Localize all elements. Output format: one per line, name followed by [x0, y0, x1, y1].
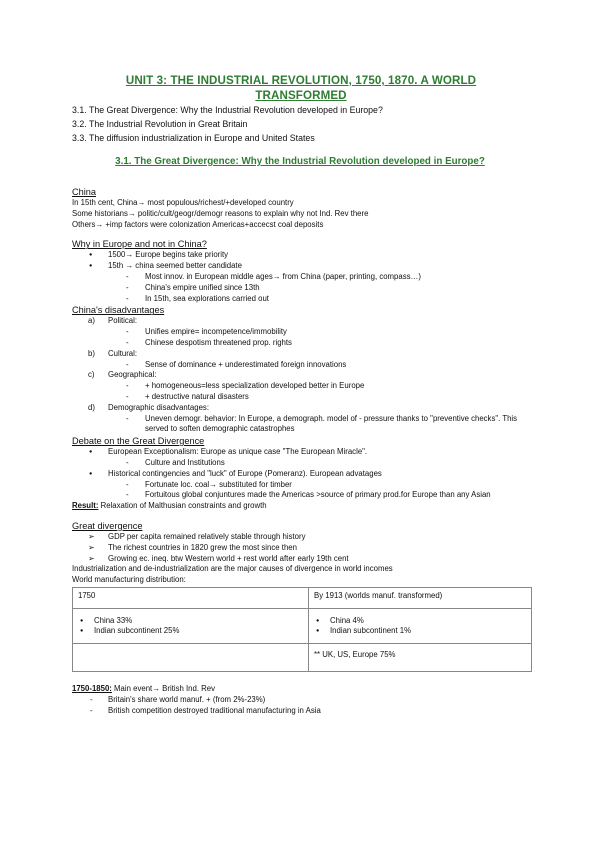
notes-body: [72, 186, 532, 716]
table-cell: [73, 608, 309, 643]
list-item: ● European Exceptionalism: Europe as unique case "The European Miracle".: [72, 447, 532, 458]
sub-list-item: - Fortunate loc. coal→ substituted for timber: [72, 480, 532, 491]
table-row: [73, 643, 532, 671]
period-label: 1750-1850:: [72, 683, 112, 693]
result-label: Result:: [72, 501, 99, 511]
divergence-line: Industrialization and de-industrialization are the major causes of divergence in world incomes: [72, 564, 393, 574]
item-label: Political:: [108, 316, 138, 326]
table-row: [73, 608, 532, 643]
unit-title-line-1: UNIT 3: THE INDUSTRIAL REVOLUTION, 1750, 1870. A WORLD: [125, 74, 477, 87]
table-cell: [309, 608, 532, 643]
result-text: Relaxation of Malthusian constraints and growth: [98, 501, 267, 511]
item-label: Demographic disadvantages:: [108, 402, 209, 412]
toc-item: 3.1. The Great Divergence: Why the Industrial Revolution developed in Europe?: [72, 105, 383, 115]
sub-list-item: - Most innov. in European middle ages→ from China (paper, printing, compass…): [72, 272, 532, 283]
sub-list-item: - Culture and Institutions: [72, 458, 532, 469]
sub-list-item: - Chinese despotism threatened prop. rights: [72, 338, 532, 349]
sub-list-item: - + homogeneous=less specialization developed better in Europe: [72, 381, 532, 392]
arrow-list-item: ➢ The richest countries in 1820 grew the most since then: [72, 543, 532, 554]
section-heading: 3.1. The Great Divergence: Why the Industrial Revolution developed in Europe?: [115, 156, 485, 167]
table-bullet: ● Indian subcontinent 1%: [314, 626, 526, 636]
china-line: Some historians→ politic/cult/geogr/demogr reasons to explain why not Ind. Rev there: [72, 208, 369, 218]
item-marker: c): [88, 370, 95, 380]
list-item: ● Historical contingencies and "luck" of Europe (Pomeranz). European advatages: [72, 469, 532, 480]
item-marker: d): [88, 402, 95, 412]
period-text: Main event→ British Ind. Rev: [111, 683, 216, 693]
arrow-list-item: ➢ Growing ec. ineq. btw Western world + rest world after early 19th cent: [72, 554, 532, 565]
china-heading: China: [72, 187, 97, 197]
sub-list-item: - British competition destroyed traditional manufacturing in Asia: [72, 706, 532, 717]
sub-list-item: - Fortuitous global conjuntures made the Americas >source of primary prod.for Europe than any Asian: [72, 490, 532, 501]
sub-list-item: - China's empire unified since 13th: [72, 283, 532, 294]
disadvantage-item: [72, 349, 532, 360]
disadvantage-item: [72, 403, 532, 414]
table-bullet: ● China 33%: [78, 616, 303, 626]
table-cell: [73, 643, 309, 671]
debate-heading: Debate on the Great Divergence: [72, 436, 205, 447]
table-bullet: ● China 4%: [314, 616, 526, 626]
table-of-contents: [72, 103, 383, 145]
sub-list-item: - Sense of dominance + underestimated foreign innovations: [72, 360, 532, 371]
table-cell: ** UK, US, Europe 75%: [309, 643, 532, 671]
list-item: ● 1500→ Europe begins take priority: [72, 250, 532, 261]
table-header-cell: 1750: [73, 587, 309, 608]
sub-list-item: - Unifies empire= incompetence/immobility: [72, 327, 532, 338]
item-label: Geographical:: [108, 370, 157, 380]
manufacturing-table: [72, 587, 532, 672]
table-header-cell: By 1913 (worlds manuf. transformed): [309, 587, 532, 608]
great-divergence-heading: Great divergence: [72, 520, 143, 531]
disadvantages-heading: China's disadvantages: [72, 305, 165, 316]
disadvantage-item: [72, 316, 532, 327]
result-line: [72, 501, 532, 512]
divergence-line: World manufacturing distribution:: [72, 575, 186, 585]
table-row: [73, 587, 532, 608]
item-marker: b): [88, 348, 95, 358]
china-line: In 15th cent, China→ most populous/richest/+developed country: [72, 198, 294, 207]
unit-title: [70, 73, 532, 103]
toc-item: 3.2. The Industrial Revolution in Great Britain: [72, 119, 248, 129]
list-item: ● 15th → china seemed better candidate: [72, 261, 532, 272]
why-europe-heading: Why in Europe and not in China?: [72, 239, 207, 250]
sub-list-item: - + destructive natural disasters: [72, 392, 532, 403]
toc-item: 3.3. The diffusion industrialization in Europe and United States: [72, 133, 315, 143]
table-bullet: ● Indian subcontinent 25%: [78, 626, 303, 636]
sub-list-item: - Uneven demogr. behavior: In Europe, a demograph. model of - pressure thanks to "preventive checks". This served to soften demographic catastrophes: [72, 414, 532, 436]
item-label: Cultural:: [108, 348, 138, 358]
sub-list-item: - In 15th, sea explorations carried out: [72, 294, 532, 305]
china-line: Others→ +imp factors were colonization Americas+accecst coal deposits: [72, 219, 324, 229]
disadvantage-item: [72, 370, 532, 381]
sub-list-item: - Britain's share world manuf. + (from 2%-23%): [72, 695, 532, 706]
arrow-list-item: ➢ GDP per capita remained relatively stable through history: [72, 532, 532, 543]
item-marker: a): [88, 316, 95, 326]
unit-title-line-2: TRANSFORMED: [255, 89, 347, 102]
period-line: [72, 684, 532, 695]
